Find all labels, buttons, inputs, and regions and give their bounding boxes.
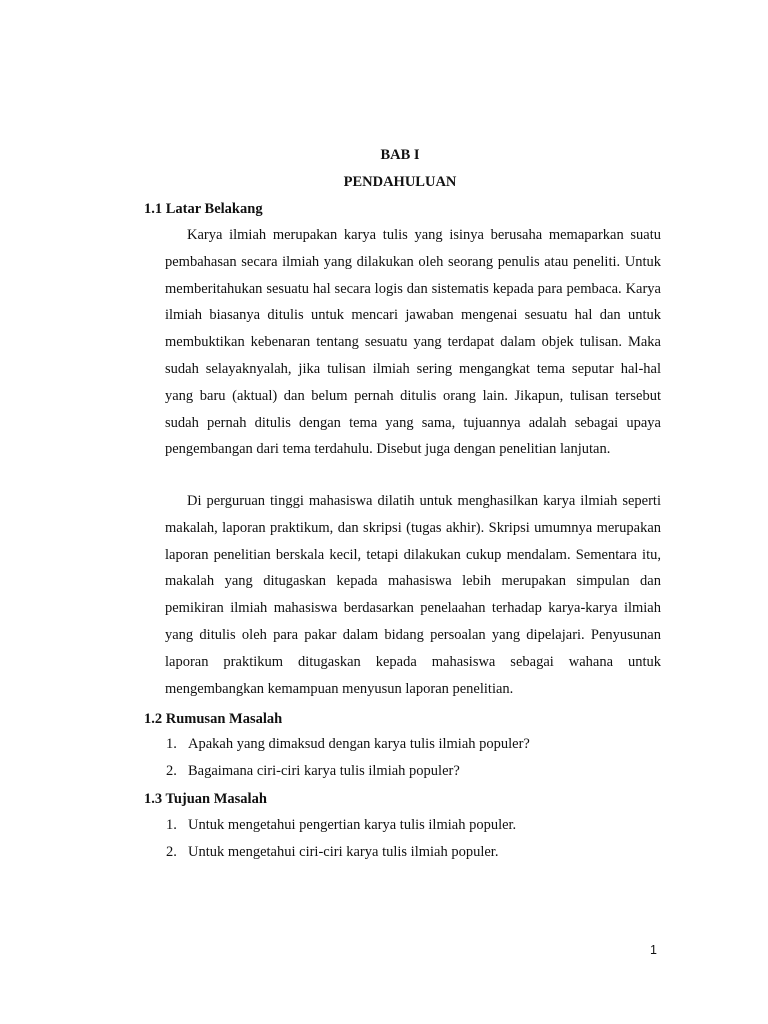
rumusan-masalah-list	[166, 731, 530, 785]
list-item	[166, 812, 516, 839]
list-item-number: 2.	[166, 763, 177, 779]
section-title-rumusan-masalah: 1.2 Rumusan Masalah	[144, 711, 283, 727]
list-item-number: 1.	[166, 817, 177, 833]
list-item	[166, 839, 516, 866]
list-item-text: Untuk mengetahui ciri-ciri karya tulis ilmiah populer.	[188, 844, 499, 860]
chapter-title: PENDAHULUAN	[343, 174, 457, 190]
tujuan-masalah-list	[166, 812, 516, 866]
chapter-label: BAB I	[380, 147, 420, 163]
section-title-tujuan-masalah: 1.3 Tujuan Masalah	[144, 791, 267, 807]
paragraph-latar-belakang-2: Di perguruan tinggi mahasiswa dilatih untuk menghasilkan karya ilmiah seperti makalah, laporan praktikum, dan skripsi (tugas akhir). Skripsi umumnya merupakan laporan penelitian berskala kecil, tetapi dilakukan cukup mendalam. Sementara itu, makalah yang ditugaskan kepada mahasiswa lebih merupakan simpulan dan pemikiran ilmiah mahasiswa berdasarkan penelaahan terhadap karya-karya ilmiah yang ditulis oleh para pakar dalam bidang persoalan yang dipelajari. Penyusunan laporan praktikum ditugaskan kepada mahasiswa sebagai wahana untuk mengembangkan kemampuan menyusun laporan penelitian.	[165, 493, 661, 697]
list-item-text: Untuk mengetahui pengertian karya tulis ilmiah populer.	[188, 817, 517, 833]
section-title-latar-belakang: 1.1 Latar Belakang	[144, 201, 263, 217]
list-item-number: 1.	[166, 736, 177, 752]
list-item-number: 2.	[166, 844, 177, 860]
paragraph-latar-belakang-1: Karya ilmiah merupakan karya tulis yang isinya berusaha memaparkan suatu pembahasan secara ilmiah yang dilakukan oleh seorang penulis atau peneliti. Untuk memberitahukan sesuatu hal secara logis dan sistematis kepada para pembaca. Karya ilmiah biasanya ditulis untuk mencari jawaban mengenai sesuatu hal dan untuk membuktikan kebenaran tentang sesuatu yang terdapat dalam objek tulisan. Maka sudah selayaknyalah, jika tulisan ilmiah sering mengangkat tema seputar hal-hal yang baru (aktual) dan belum pernah ditulis orang lain. Jikapun, tulisan tersebut sudah pernah ditulis dengan tema yang sama, tujuannya adalah sebagai upaya pengembangan dari tema terdahulu. Disebut juga dengan penelitian lanjutan.	[165, 227, 661, 458]
list-item	[166, 731, 530, 758]
page-number: 1	[650, 943, 657, 957]
list-item	[166, 758, 530, 785]
list-item-text: Bagaimana ciri-ciri karya tulis ilmiah populer?	[188, 763, 460, 779]
list-item-text: Apakah yang dimaksud dengan karya tulis ilmiah populer?	[188, 736, 530, 752]
